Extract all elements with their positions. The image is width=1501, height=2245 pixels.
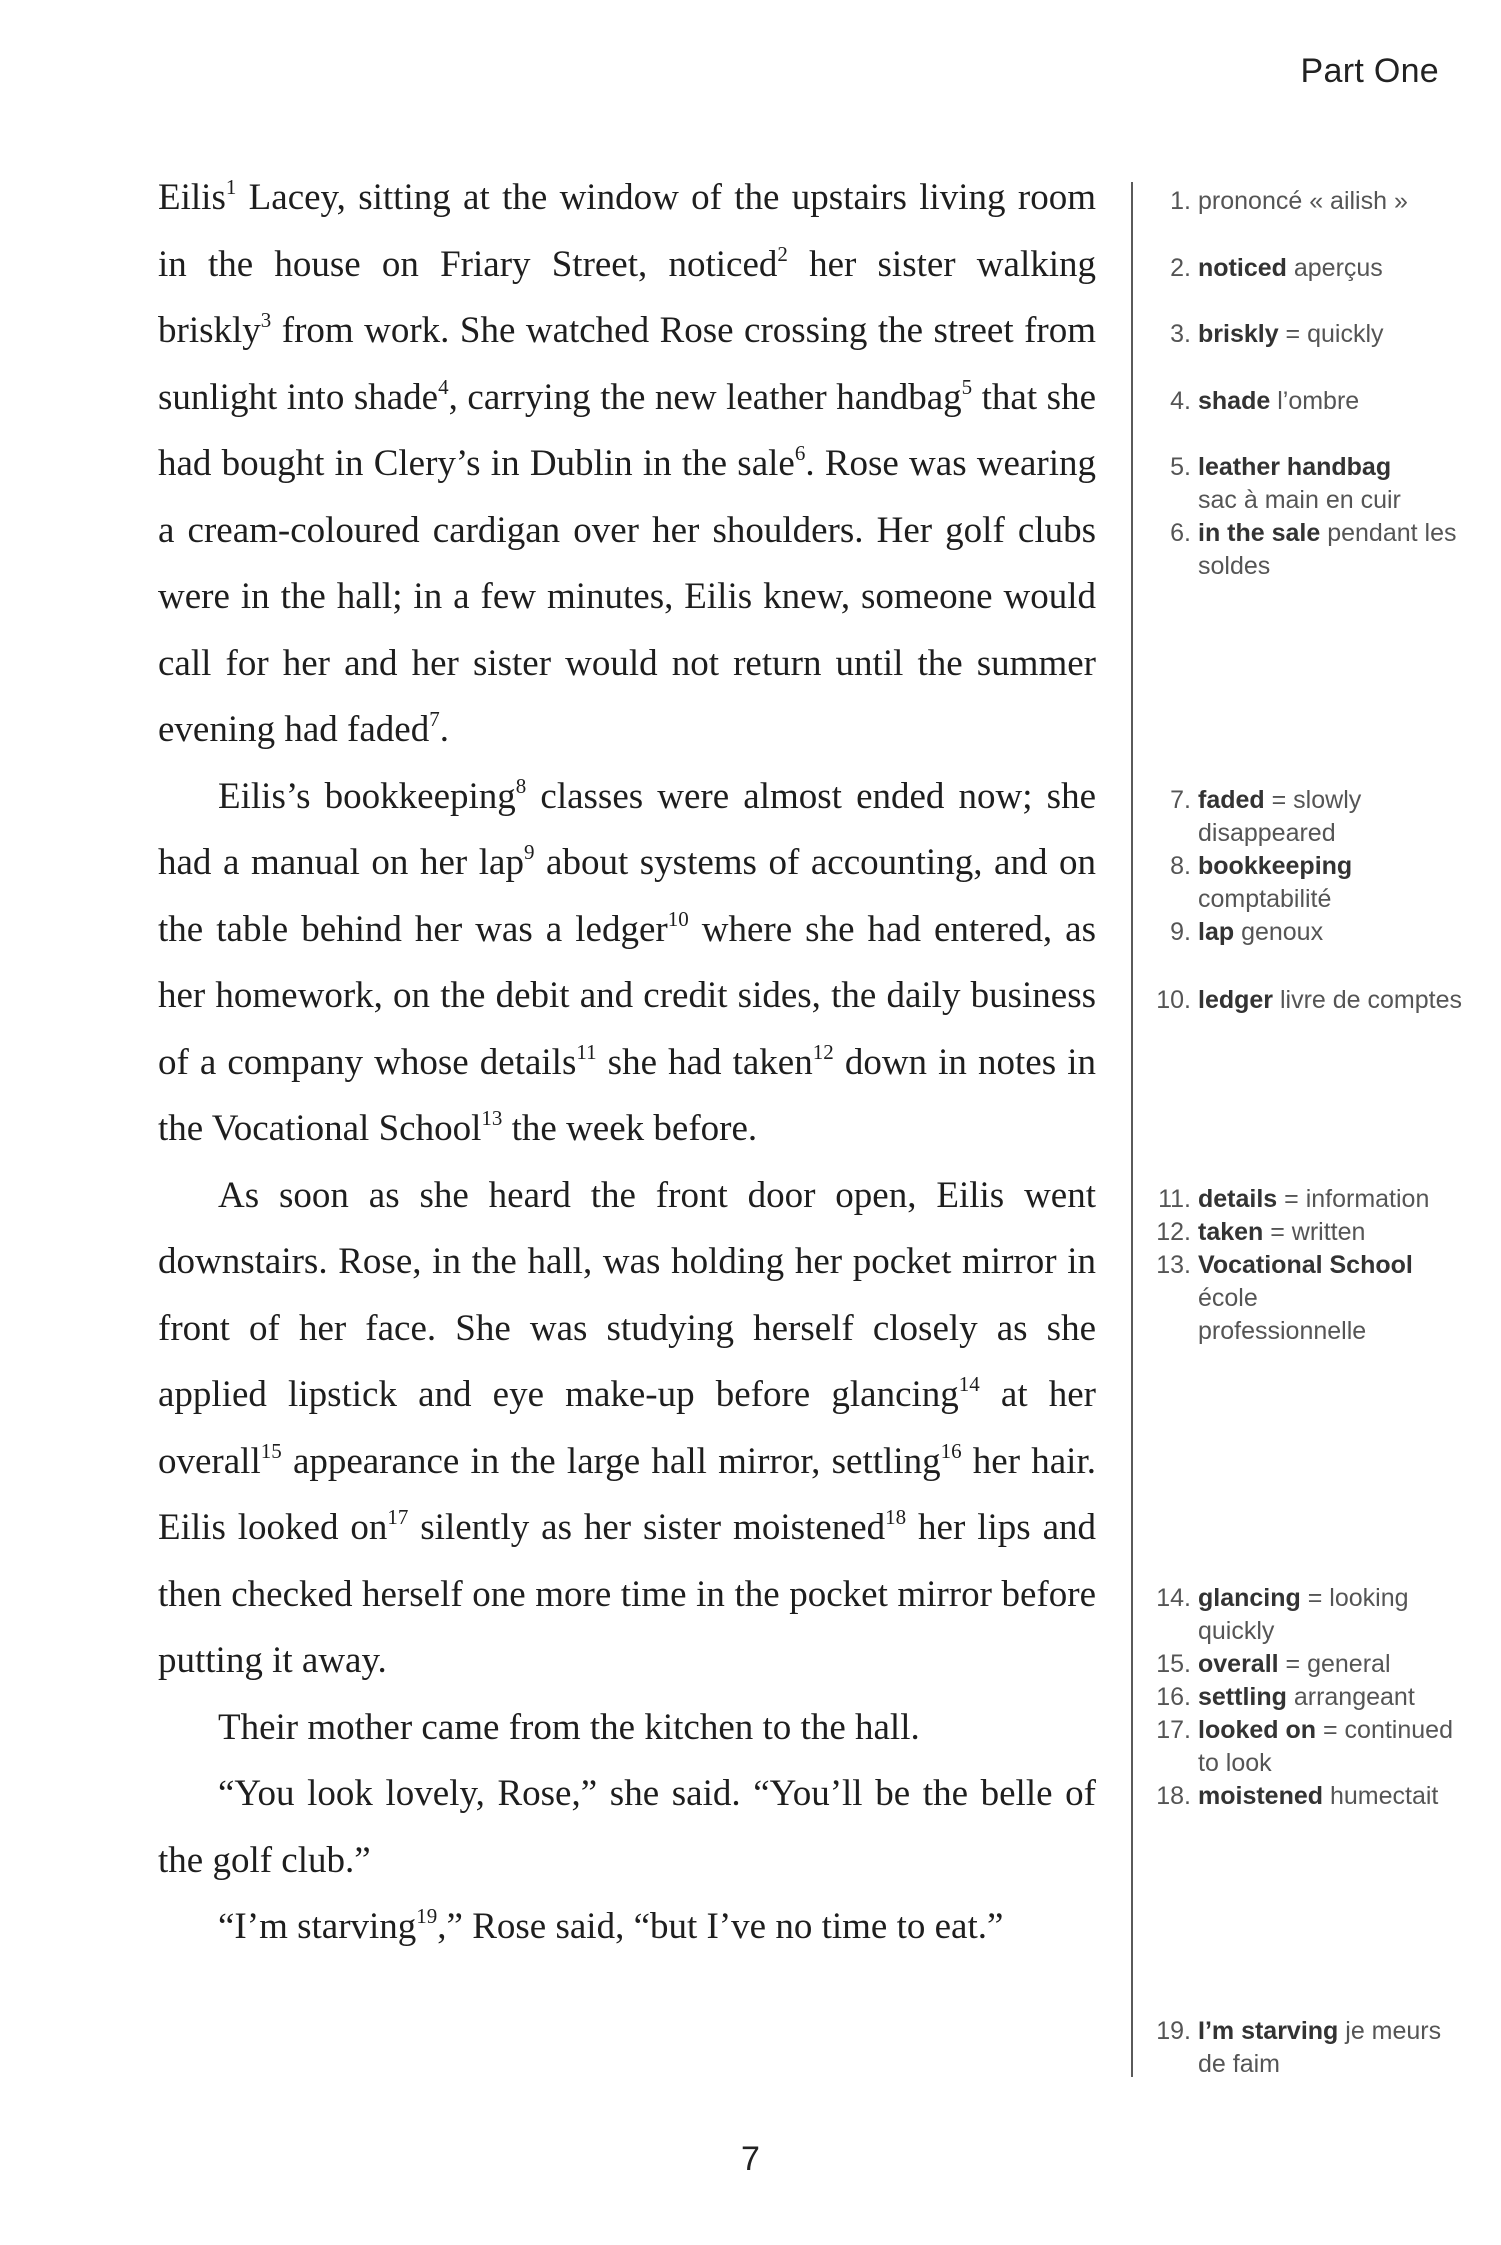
paragraph-1: Eilis$^1$ Lacey, sitting at the window of the upstairs living room in the house on Friary Street, noticed$^2$ her sister walking briskly$^3$ from work. She watched Rose crossing the street from sunlight into shade$^4$, carrying the new leather handbag$^5$ that she had bought in Clery’s in Dublin in the sale$^6$. Rose was wearing a cream-coloured cardigan over her shoulders. Her golf clubs were in the hall; in a few minutes, Eilis knew, someone would call for her and her sister would not return until the summer evening had faded$^7$. — [158, 175, 1097, 750]
footnote-ref-6: 6 — [794, 441, 806, 465]
gloss-2: 2. noticed aperçus — [1170, 254, 1383, 282]
footnote-ref-9: 9 — [523, 840, 535, 864]
margin-rule — [1131, 182, 1133, 2077]
body-text — [158, 165, 1096, 1961]
paragraph-5: “You look lovely, Rose,” she said. “You’ll be the belle of the golf club.” — [158, 1773, 1096, 1881]
footnote-ref-16: 16 — [940, 1438, 962, 1463]
footnote-ref-5: 5 — [961, 374, 973, 399]
page-number: 7 — [741, 2140, 760, 2178]
footnote-ref-13: 13 — [481, 1106, 503, 1130]
footnote-ref-15: 15 — [260, 1438, 282, 1463]
gloss-7-9: 7. faded = slowly disappeared 8. bookkeeping comptabilité 9. lap genoux — [1170, 786, 1362, 946]
footnote-ref-4: 4 — [438, 374, 449, 399]
footnote-ref-10: 10 — [667, 906, 689, 931]
gloss-14-18: 14. glancing = looking quickly 15. overall = general 16. settling arrangeant 17. looked on = continued to look 18. moistened humectait — [1156, 1584, 1453, 1810]
footnote-ref-12: 12 — [812, 1039, 834, 1064]
footnote-ref-17: 17 — [387, 1505, 409, 1529]
paragraph-6: “I’m starving$^{19}$,” Rose said, “but I’ve no time to eat.” — [218, 1904, 1004, 1947]
running-header: Part One — [1300, 52, 1439, 90]
footnote-ref-19: 19 — [416, 1904, 438, 1928]
footnote-ref-1: 1 — [225, 175, 237, 199]
paragraph-2: Eilis’s bookkeeping$^8$ classes were almost ended now; she had a manual on her lap$^9$ about systems of accounting, and on the table behind her was a ledger$^{10}$ where she had entered, as her homework, on the debit and credit sides, the daily business of a company whose details$^{11}$ she had taken$^{12}$ down in notes in the Vocational School$^{13}$ the week before. — [158, 773, 1096, 1149]
paragraph-3: As soon as she heard the front door open, Eilis went downstairs. Rose, in the hall, was holding her pocket mirror in front of her face. She was studying herself closely as she applied lipstick and eye make-up before glancing$^{14}$ at her overall$^{15}$ appearance in the large hall mirror, settling$^{16}$ her hair. Eilis looked $on^{17}$ silently as her sister moistened$^{18}$ her lips and then checked herself one more time in the pocket mirror before putting it away. — [158, 1174, 1097, 1681]
footnote-ref-11: 11 — [576, 1039, 597, 1064]
footnote-ref-18: 18 — [885, 1505, 907, 1529]
footnote-ref-14: 14 — [958, 1372, 980, 1396]
gloss-19: 19. I’m starving je meurs de faim — [1156, 2017, 1442, 2078]
gloss-11-13: 11. details = information 12. taken = written 13. Vocational School école professionnelle — [1156, 1185, 1430, 1345]
paragraph-4: Their mother came from the kitchen to the hall. — [218, 1706, 920, 1748]
gloss-5-6: 5. leather handbag sac à main en cuir 6. in the sale pendant les soldes — [1170, 453, 1457, 580]
footnote-ref-8: 8 — [515, 773, 527, 798]
footnote-ref-7: 7 — [429, 707, 440, 731]
gloss-4: 4. shade l’ombre — [1170, 387, 1360, 415]
footnote-ref-3: 3 — [260, 308, 272, 332]
gloss-10: 10. ledger livre de comptes — [1156, 986, 1462, 1014]
gloss-3: 3. briskly = quickly — [1170, 320, 1384, 348]
footnote-ref-2: 2 — [777, 241, 788, 266]
gloss-1: 1. prononcé « ailish » — [1170, 187, 1408, 215]
